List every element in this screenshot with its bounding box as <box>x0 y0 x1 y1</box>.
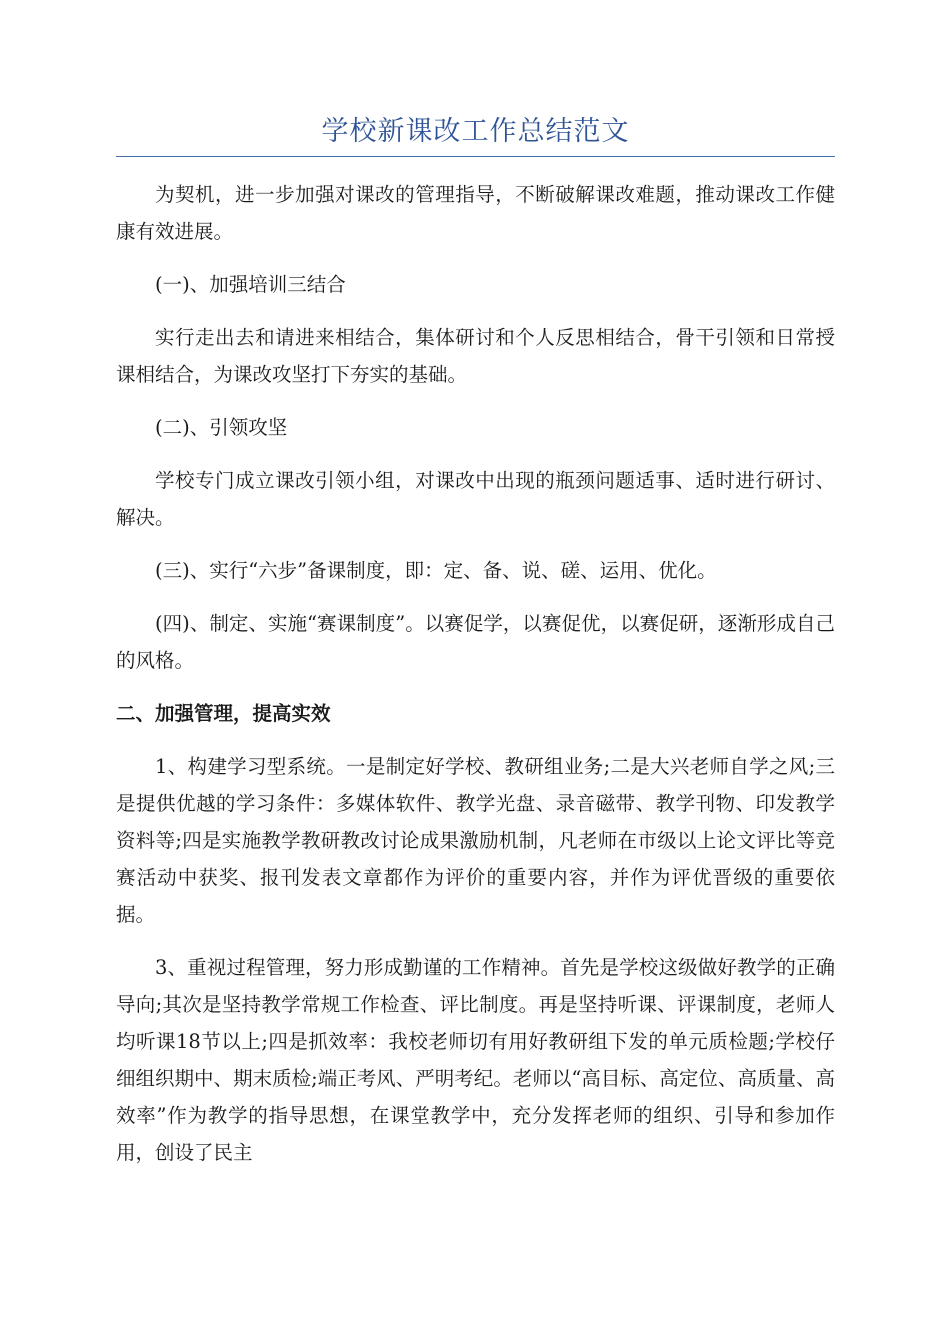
paragraph-intro: 为契机，进一步加强对课改的管理指导，不断破解课改难题，推动课改工作健康有效进展。 <box>116 183 835 243</box>
paragraph-section-1-body: 实行走出去和请进来相结合，集体研讨和个人反思相结合，骨干引领和日常授课相结合，为课改攻坚打下夯实的基础。 <box>116 326 835 386</box>
document-body <box>116 176 835 1187</box>
paragraph-item-1: 1、构建学习型系统。一是制定好学校、教研组业务;二是大兴老师自学之风;三是提供优越的学习条件：多媒体软件、教学光盘、录音磁带、教学刊物、印发教学资料等;四是实施教学教研教改讨论成果激励机制，凡老师在市级以上论文评比等竞赛活动中获奖、报刊发表文章都作为评价的重要内容，并作为评优晋级的重要依据。 <box>116 755 835 926</box>
paragraph-section-4: (四)、制定、实施“赛课制度”。以赛促学，以赛促优，以赛促研，逐渐形成自己的风格。 <box>116 612 835 672</box>
paragraph-item-3: 3、重视过程管理，努力形成勤谨的工作精神。首先是学校这级做好教学的正确导向;其次是坚持教学常规工作检查、评比制度。再是坚持听课、评课制度，老师人均听课18节以上;四是抓效率：我校老师切有用好教研组下发的单元质检题;学校仔细组织期中、期末质检;端正考风、严明考纪。老师以“高目标、高定位、高质量、高效率”作为教学的指导思想，在课堂教学中，充分发挥老师的组织、引导和参加作用，创设了民主 <box>116 956 835 1164</box>
title-block <box>116 112 835 157</box>
paragraph-section-2-body: 学校专门成立课改引领小组，对课改中出现的瓶颈问题适事、适时进行研讨、解决。 <box>116 469 835 529</box>
paragraph-section-1-heading: (一)、加强培训三结合 <box>155 273 346 296</box>
document-title: 学校新课改工作总结范文 <box>321 116 630 147</box>
paragraph-section-2-heading: (二)、引领攻坚 <box>155 416 288 439</box>
section-heading-management: 二、加强管理，提高实效 <box>116 702 331 725</box>
paragraph-section-3: (三)、实行“六步”备课制度，即：定、备、说、磋、运用、优化。 <box>155 559 717 582</box>
